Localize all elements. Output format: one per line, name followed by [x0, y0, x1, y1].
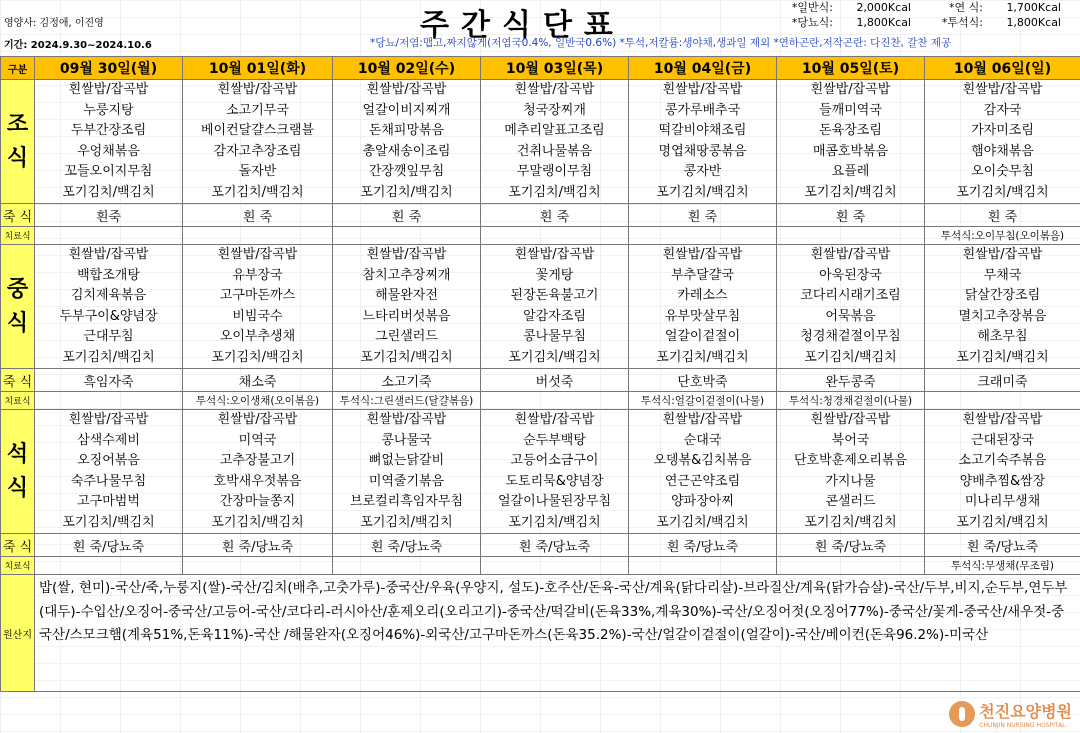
- meal-label-char: 석: [6, 441, 29, 467]
- menu-item: 포기김치/백김치: [956, 514, 1049, 530]
- menu-item: 청국장찌개: [523, 102, 586, 118]
- therapy-cell: [35, 392, 183, 410]
- menu-item: 흰쌀밥/잡곡밥: [514, 247, 595, 262]
- therapy-cell: [629, 557, 777, 575]
- menu-item: 오뎅볶&김치볶음: [653, 453, 752, 468]
- therapy-label: 치료식: [1, 227, 35, 245]
- breakfast-therapy-row: [1, 227, 1080, 245]
- dinner-therapy-row: [1, 557, 1080, 575]
- menu-item: 포기김치/백김치: [211, 184, 304, 200]
- header: [0, 0, 1080, 56]
- menu-item: 감자고추장조림: [213, 143, 302, 159]
- menu-item: 포기김치/백김치: [804, 514, 897, 530]
- menu-item: 콩나물국: [381, 432, 432, 448]
- menu-cell: [481, 410, 629, 534]
- juk-label: 죽 식: [1, 369, 35, 392]
- menu-item: 콩자반: [683, 164, 722, 179]
- hospital-logo: [949, 699, 1072, 729]
- menu-item: 유부맛살무침: [664, 308, 741, 324]
- diet-notice: *당뇨/저염:맵고,짜지않게(저염국0.4%, 일반국0.6%) *투석,저칼륨:생야채,생과일 제외 *연하곤란,저작곤란: 다진찬, 갈찬 제공: [370, 37, 952, 49]
- menu-item: 콘샐러드: [825, 494, 876, 509]
- meal-label-char: 조: [6, 111, 29, 137]
- menu-cell: [629, 410, 777, 534]
- breakfast-row: [1, 80, 1080, 204]
- meal-label-char: 식: [6, 310, 29, 336]
- juk-cell: 소고기죽: [333, 369, 481, 392]
- menu-item: 포기김치/백김치: [508, 184, 601, 200]
- therapy-cell: [925, 392, 1080, 410]
- menu-item: 누룽지탕: [83, 102, 134, 118]
- dietitian-label: 영양사: 김정애, 이진영: [4, 18, 104, 29]
- page-title: 주간식단표: [420, 8, 625, 43]
- therapy-cell: [481, 557, 629, 575]
- menu-item: 건취나물볶음: [516, 143, 593, 159]
- day-header: 10월 04일(금): [629, 57, 777, 80]
- therapy-cell: [777, 227, 925, 245]
- menu-item: 해물완자전: [375, 288, 438, 303]
- therapy-cell: [481, 392, 629, 410]
- menu-item: 포기김치/백김치: [956, 349, 1049, 365]
- therapy-cell: [35, 227, 183, 245]
- cal-dialysis-key: *투석식:: [941, 16, 983, 29]
- menu-item: 포기김치/백김치: [656, 184, 749, 200]
- juk-cell: 채소죽: [183, 369, 333, 392]
- menu-item: 돌자반: [238, 164, 277, 179]
- menu-item: 우엉채볶음: [77, 143, 140, 159]
- menu-item: 소고기무국: [226, 102, 289, 118]
- hospital-name-english: CHUNJIN NURSING HOSPITAL: [979, 722, 1066, 729]
- juk-cell: 흰 죽: [183, 204, 333, 227]
- menu-item: 꼬들오이지무침: [64, 164, 153, 179]
- day-header: 09월 30일(월): [35, 57, 183, 80]
- menu-item: 포기김치/백김치: [956, 184, 1049, 200]
- menu-item: 뼈없는닭갈비: [368, 453, 445, 468]
- menu-item: 포기김치/백김치: [656, 349, 749, 365]
- menu-item: 떡갈비야채조림: [658, 123, 747, 138]
- juk-cell: 흰 죽: [333, 204, 481, 227]
- menu-item: 돈육장조림: [819, 123, 882, 138]
- menu-item: 포기김치/백김치: [62, 349, 155, 365]
- menu-item: 아욱된장국: [819, 267, 882, 283]
- dinner-row: [1, 410, 1080, 534]
- cal-soft-key: *연 식:: [949, 1, 983, 14]
- tree-logo-icon: [949, 701, 975, 727]
- therapy-cell: 투석식:오이생채(오이볶음): [183, 392, 333, 410]
- menu-item: 매콤호박볶음: [812, 143, 889, 159]
- menu-item: 미역줄기볶음: [368, 473, 445, 489]
- menu-cell: [481, 245, 629, 369]
- menu-item: 포기김치/백김치: [62, 184, 155, 200]
- menu-item: 콩나물무침: [523, 329, 586, 344]
- juk-cell: 흰 죽: [481, 204, 629, 227]
- menu-item: 양파장아찌: [671, 494, 734, 509]
- menu-item: 고등어소금구이: [510, 453, 599, 468]
- menu-cell: [183, 410, 333, 534]
- menu-item: 베이컨달걀스크램블: [200, 123, 315, 138]
- day-header: 10월 06일(일): [925, 57, 1080, 80]
- therapy-label: 치료식: [1, 392, 35, 410]
- menu-item: 비빔국수: [232, 308, 283, 324]
- menu-item: 간장마늘쫑지: [219, 494, 296, 509]
- menu-cell: [925, 410, 1080, 534]
- menu-item: 김치제육볶음: [70, 288, 147, 303]
- menu-item: 순대국: [683, 432, 722, 448]
- menu-item: 도토리묵&양념장: [505, 473, 604, 489]
- menu-item: 포기김치/백김치: [508, 514, 601, 530]
- menu-cell: [333, 245, 481, 369]
- menu-item: 흰쌀밥/잡곡밥: [514, 412, 595, 427]
- menu-cell: [925, 245, 1080, 369]
- therapy-cell: [629, 227, 777, 245]
- menu-item: 포기김치/백김치: [211, 349, 304, 365]
- menu-item: 흰쌀밥/잡곡밥: [810, 82, 891, 97]
- menu-cell: [333, 80, 481, 204]
- menu-item: 얼갈이비지찌개: [362, 102, 451, 118]
- juk-cell: 흰 죽: [777, 204, 925, 227]
- menu-cell: [183, 245, 333, 369]
- menu-cell: [777, 80, 925, 204]
- menu-item: 흰쌀밥/잡곡밥: [217, 412, 298, 427]
- menu-cell: [481, 80, 629, 204]
- juk-cell: 흰 죽: [629, 204, 777, 227]
- menu-item: 고추장불고기: [219, 453, 296, 468]
- therapy-cell: 투석식:무생채(무조림): [925, 557, 1080, 575]
- day-header: 10월 01일(화): [183, 57, 333, 80]
- menu-item: 흰쌀밥/잡곡밥: [366, 412, 447, 427]
- therapy-cell: [35, 557, 183, 575]
- therapy-cell: [333, 227, 481, 245]
- menu-item: 포기김치/백김치: [62, 514, 155, 530]
- menu-item: 흰쌀밥/잡곡밥: [514, 82, 595, 97]
- menu-item: 얼갈이나물된장무침: [497, 494, 612, 509]
- menu-item: 두부구이&양념장: [59, 308, 158, 324]
- menu-item: 간장깻잎무침: [368, 164, 445, 179]
- menu-item: 근대무침: [83, 329, 134, 344]
- menu-item: 포기김치/백김치: [360, 514, 453, 530]
- meal-label-char: 식: [6, 475, 29, 501]
- juk-label: 죽 식: [1, 204, 35, 227]
- menu-item: 근대된장국: [971, 432, 1034, 448]
- menu-table: [0, 56, 1080, 692]
- menu-cell: [333, 410, 481, 534]
- menu-item: 흰쌀밥/잡곡밥: [217, 82, 298, 97]
- menu-item: 순두부백탕: [523, 432, 586, 448]
- menu-cell: [35, 80, 183, 204]
- cal-general-value: 2,000Kcal: [856, 1, 911, 14]
- breakfast-juk-row: [1, 204, 1080, 227]
- menu-cell: [629, 80, 777, 204]
- menu-item: 무채국: [983, 267, 1022, 283]
- menu-item: 어묵볶음: [825, 308, 876, 324]
- day-header: 10월 05일(토): [777, 57, 925, 80]
- therapy-cell: 투석식:청경채겉절이(나물): [777, 392, 925, 410]
- juk-cell: 버섯죽: [481, 369, 629, 392]
- juk-cell: 흰 죽/당뇨죽: [333, 534, 481, 557]
- menu-item: 흰쌀밥/잡곡밥: [662, 82, 743, 97]
- menu-cell: [777, 410, 925, 534]
- menu-item: 연근곤약조림: [664, 473, 741, 489]
- menu-item: 오이부추생채: [219, 329, 296, 344]
- menu-item: 알감자조림: [523, 308, 586, 324]
- juk-cell: 단호박죽: [629, 369, 777, 392]
- menu-item: 흰쌀밥/잡곡밥: [68, 247, 149, 262]
- menu-item: 브로컬리흑임자무침: [349, 494, 464, 509]
- lunch-row: [1, 245, 1080, 369]
- menu-item: 흰쌀밥/잡곡밥: [962, 82, 1043, 97]
- origin-label: 원산지: [1, 575, 35, 692]
- menu-item: 흰쌀밥/잡곡밥: [962, 412, 1043, 427]
- menu-item: 포기김치/백김치: [360, 349, 453, 365]
- juk-cell: 흰 죽/당뇨죽: [777, 534, 925, 557]
- hospital-name: 천진요양병원: [979, 702, 1072, 721]
- therapy-label: 치료식: [1, 557, 35, 575]
- juk-cell: 흰 죽/당뇨죽: [629, 534, 777, 557]
- juk-cell: 흰 죽: [925, 204, 1080, 227]
- menu-item: 포기김치/백김치: [804, 184, 897, 200]
- lunch-label: [1, 245, 35, 369]
- menu-item: 삼색수제비: [77, 432, 140, 448]
- meal-label-char: 중: [6, 276, 29, 302]
- juk-cell: 흰 죽/당뇨죽: [925, 534, 1080, 557]
- lunch-juk-row: [1, 369, 1080, 392]
- menu-item: 흰쌀밥/잡곡밥: [810, 412, 891, 427]
- day-header: 10월 03일(목): [481, 57, 629, 80]
- cal-general-key: *일반식:: [791, 1, 833, 14]
- menu-item: 양배추찜&쌈장: [959, 473, 1046, 489]
- menu-cell: [925, 80, 1080, 204]
- meal-label-char: 식: [6, 145, 29, 171]
- menu-item: 흰쌀밥/잡곡밥: [810, 247, 891, 262]
- therapy-cell: 투석식:오이무침(오이볶음): [925, 227, 1080, 245]
- therapy-cell: [183, 227, 333, 245]
- menu-item: 포기김치/백김치: [360, 184, 453, 200]
- menu-item: 햄야채볶음: [971, 143, 1034, 159]
- menu-item: 꽃게탕: [535, 267, 574, 283]
- menu-item: 고구마돈까스: [219, 288, 296, 303]
- menu-item: 미나리무생채: [964, 494, 1041, 509]
- menu-item: 흰쌀밥/잡곡밥: [217, 247, 298, 262]
- menu-item: 얼갈이겉절이: [664, 329, 741, 344]
- menu-item: 미역국: [238, 432, 277, 448]
- juk-label: 죽 식: [1, 534, 35, 557]
- menu-item: 오징어볶음: [77, 453, 140, 468]
- menu-item: 흰쌀밥/잡곡밥: [68, 412, 149, 427]
- menu-item: 포기김치/백김치: [508, 349, 601, 365]
- menu-item: 명엽채땅콩볶음: [658, 143, 747, 159]
- menu-item: 느타리버섯볶음: [362, 308, 451, 324]
- menu-item: 닭살간장조림: [964, 288, 1041, 303]
- menu-item: 유부장국: [232, 267, 283, 283]
- origin-text: 밥(쌀, 현미)-국산/죽,누룽지(쌀)-국산/김치(배추,고춧가루)-중국산/우육(우양지, 설도)-호주산/돈육-국산/계육(닭다리살)-브라질산/계육(닭가슴살)-국산/두부,비지,순두부,연두부(대두)-수입산/오징어-중국산/고등어-국산/코다리-러시아산/훈제오리(오리고기)-중국산/떡갈비(돈육33%,계육30%)-국산/오징어젓(오징어77%)-중국산/꽃게-중국산/새우젓-중국산/스모크햄(계육51%,돈육11%)-국산 /해물완자(오징어46%)-외국산/고구마돈까스(돈육35.2%)-국산/얼갈이겉절이(얼갈이)-국산/베이컨(돈육96.2%)-미국산: [35, 575, 1080, 692]
- juk-cell: 흰 죽/당뇨죽: [481, 534, 629, 557]
- menu-item: 호박새우젓볶음: [213, 473, 302, 489]
- menu-item: 흰쌀밥/잡곡밥: [366, 247, 447, 262]
- menu-item: 백합조개탕: [77, 267, 140, 283]
- origin-row: [1, 575, 1080, 692]
- menu-item: 해초무침: [977, 329, 1028, 344]
- menu-item: 돈채피망볶음: [368, 123, 445, 138]
- therapy-cell: 투석식:그린샐러드(달걀볶음): [333, 392, 481, 410]
- day-header: 10월 02일(수): [333, 57, 481, 80]
- menu-item: 포기김치/백김치: [656, 514, 749, 530]
- menu-item: 카레소스: [677, 288, 728, 303]
- menu-item: 단호박훈제오리볶음: [793, 453, 908, 468]
- juk-cell: 흑임자죽: [35, 369, 183, 392]
- menu-item: 메추리알표고조림: [504, 123, 605, 138]
- menu-item: 포기김치/백김치: [211, 514, 304, 530]
- juk-cell: 크래미죽: [925, 369, 1080, 392]
- therapy-cell: [183, 557, 333, 575]
- gubun-header: 구분: [1, 57, 35, 80]
- dinner-label: [1, 410, 35, 534]
- menu-item: 청경채겉절이무침: [800, 329, 901, 344]
- therapy-cell: [777, 557, 925, 575]
- menu-item: 된장돈육불고기: [510, 288, 599, 303]
- juk-cell: 흰 죽/당뇨죽: [183, 534, 333, 557]
- cal-diabetic-key: *당뇨식:: [791, 16, 833, 29]
- menu-cell: [629, 245, 777, 369]
- menu-item: 숙주나물무침: [70, 473, 147, 489]
- menu-item: 총알새송이조림: [362, 143, 451, 159]
- menu-cell: [35, 410, 183, 534]
- period-label: 기간: 2024.9.30~2024.10.6: [4, 40, 152, 51]
- breakfast-label: [1, 80, 35, 204]
- lunch-therapy-row: [1, 392, 1080, 410]
- menu-item: 그린샐러드: [375, 329, 438, 344]
- menu-item: 고구마범벅: [77, 494, 140, 509]
- menu-cell: [35, 245, 183, 369]
- cal-dialysis-value: 1,800Kcal: [1006, 16, 1061, 29]
- menu-item: 참치고추장찌개: [362, 267, 451, 283]
- menu-item: 감자국: [983, 102, 1022, 118]
- calorie-box-left: [775, 0, 911, 30]
- menu-item: 요플레: [831, 164, 870, 179]
- menu-item: 멸치고추장볶음: [958, 308, 1047, 324]
- menu-item: 오이숫무침: [971, 164, 1034, 179]
- menu-item: 흰쌀밥/잡곡밥: [366, 82, 447, 97]
- menu-item: 소고기숙주볶음: [958, 453, 1047, 468]
- therapy-cell: [481, 227, 629, 245]
- juk-cell: 흰 죽/당뇨죽: [35, 534, 183, 557]
- menu-item: 가자미조림: [971, 123, 1034, 138]
- cal-soft-value: 1,700Kcal: [1006, 1, 1061, 14]
- menu-item: 흰쌀밥/잡곡밥: [68, 82, 149, 97]
- calorie-box-right: [925, 0, 1061, 30]
- therapy-cell: [333, 557, 481, 575]
- menu-item: 콩가루배추국: [664, 102, 741, 118]
- therapy-cell: 투석식:얼갈이겉절이(나물): [629, 392, 777, 410]
- cal-diabetic-value: 1,800Kcal: [856, 16, 911, 29]
- juk-cell: 흰죽: [35, 204, 183, 227]
- menu-item: 흰쌀밥/잡곡밥: [662, 412, 743, 427]
- menu-item: 포기김치/백김치: [804, 349, 897, 365]
- menu-item: 코다리시래기조림: [800, 288, 901, 303]
- menu-cell: [183, 80, 333, 204]
- dinner-juk-row: [1, 534, 1080, 557]
- menu-item: 흰쌀밥/잡곡밥: [962, 247, 1043, 262]
- menu-item: 가지나물: [825, 473, 876, 489]
- menu-item: 북어국: [831, 432, 870, 448]
- menu-cell: [777, 245, 925, 369]
- juk-cell: 완두콩죽: [777, 369, 925, 392]
- menu-item: 무말랭이무침: [516, 164, 593, 179]
- day-header-row: [1, 57, 1080, 80]
- menu-item: 부추달걀국: [671, 267, 734, 283]
- menu-item: 두부간장조림: [70, 123, 147, 138]
- menu-item: 들깨미역국: [819, 102, 882, 118]
- menu-item: 흰쌀밥/잡곡밥: [662, 247, 743, 262]
